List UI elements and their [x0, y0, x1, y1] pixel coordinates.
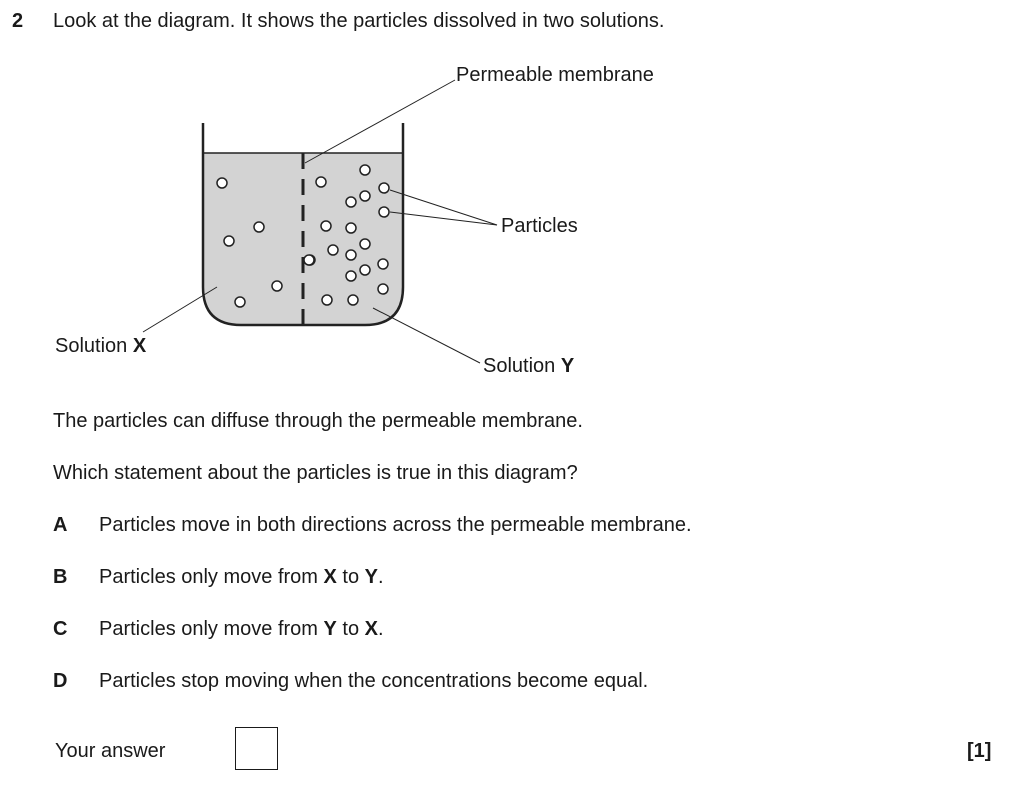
particle-left-1	[217, 178, 227, 188]
particle-right-5	[379, 183, 389, 193]
solution-y-prefix: Solution	[483, 355, 561, 377]
particle-right-13	[360, 265, 370, 275]
membrane-label: Permeable membrane	[456, 64, 654, 86]
option-c-post: .	[378, 618, 384, 640]
question-number: 2	[12, 10, 24, 32]
option-d-text: Particles stop moving when the concentrations become equal.	[99, 670, 649, 692]
particles-leader-line-1	[390, 190, 497, 225]
particle-right-14	[346, 271, 356, 281]
particle-right-3	[360, 191, 370, 201]
particle-left-2	[254, 222, 264, 232]
particle-right-16	[378, 284, 388, 294]
particle-right-15	[378, 259, 388, 269]
particle-right-6	[379, 207, 389, 217]
solution-x-prefix: Solution	[55, 335, 133, 357]
particle-right-10	[360, 239, 370, 249]
option-b-from: X	[323, 566, 337, 588]
solution-y-leader-line	[373, 308, 480, 363]
particle-right-17	[322, 295, 332, 305]
marks-label: [1]	[967, 740, 992, 762]
option-c-from: Y	[323, 618, 337, 640]
particle-left-5	[235, 297, 245, 307]
particle-right-4	[346, 197, 356, 207]
question-stem: Look at the diagram. It shows the particles dissolved in two solutions.	[53, 10, 665, 32]
particle-left-4	[272, 281, 282, 291]
particle-right-12	[346, 250, 356, 260]
solution-y-label	[483, 355, 575, 377]
particle-left-3	[224, 236, 234, 246]
particle-right-18	[348, 295, 358, 305]
solution-y-letter: Y	[560, 355, 575, 377]
question-prompt: Which statement about the particles is true in this diagram?	[53, 462, 578, 484]
option-b-to: Y	[364, 566, 378, 588]
particle-right-7	[321, 221, 331, 231]
option-c-letter: C	[53, 618, 68, 640]
option-d-letter: D	[53, 670, 68, 692]
particles-label: Particles	[501, 215, 578, 237]
option-b-text	[99, 566, 384, 589]
particle-right-8	[346, 223, 356, 233]
option-a-letter: A	[53, 514, 68, 536]
option-c-pre: Particles only move from	[99, 618, 324, 640]
solution-x-leader-line	[143, 287, 217, 332]
option-b-pre: Particles only move from	[99, 566, 324, 588]
beaker-figure	[0, 50, 720, 395]
particle-right-9	[328, 245, 338, 255]
option-c-mid: to	[336, 618, 365, 640]
particle-right-1	[316, 177, 326, 187]
diffusion-diagram	[0, 50, 720, 395]
solution-x-label	[55, 335, 147, 357]
particles-leader-line-2	[390, 212, 497, 225]
option-b-letter: B	[53, 566, 68, 588]
option-a-text: Particles move in both directions across the permeable membrane.	[99, 514, 692, 536]
option-c-to: X	[364, 618, 378, 640]
particle-right-19	[304, 255, 314, 265]
intro-text: The particles can diffuse through the permeable membrane.	[53, 410, 583, 432]
particle-right-2	[360, 165, 370, 175]
answer-label: Your answer	[55, 740, 166, 762]
solution-x-letter: X	[132, 335, 147, 357]
answer-box[interactable]	[235, 727, 278, 770]
option-b-post: .	[378, 566, 384, 588]
option-b-mid: to	[336, 566, 365, 588]
option-c-text	[99, 618, 384, 641]
membrane-leader-line	[305, 80, 455, 163]
